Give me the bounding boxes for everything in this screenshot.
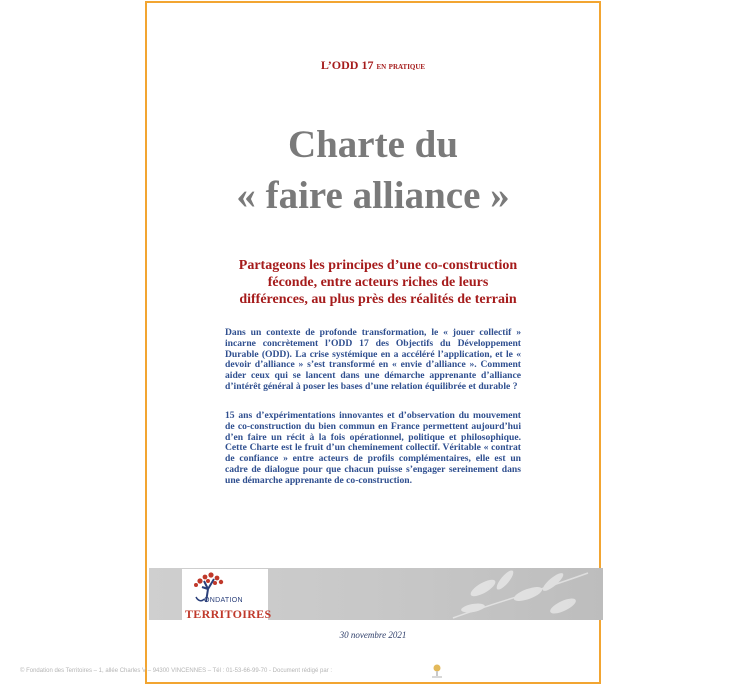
title-line-1: Charte du — [287, 123, 459, 166]
footer-text: © Fondation des Territoires – 1, allée Charles V – 94300 VINCENNES – Tél : 01-53-66-99-70 - Document rédigé par : — [20, 668, 333, 674]
subtitle-line-2: féconde, entre acteurs riches de leurs — [267, 275, 489, 290]
subtitle-line-3: différences, au plus près des réalités de terrain — [239, 292, 517, 307]
document-title — [147, 119, 599, 221]
kicker-small: en pratique — [376, 61, 426, 72]
fondation-territoires-logo — [182, 569, 272, 623]
author-logo-icon — [430, 663, 444, 679]
body-paragraph-2: 15 ans d’expérimentations innovantes et d’observation du mouvement de co-construction du bien commun en France permettent aujourd’hui d’en faire un récit à la fois opérationnel, politique et philosophique. Cette Charte est le fruit d’un cheminement collectif. Véritable « contrat de confiance » entre acteurs de profils complémentaires, elle est un cadre de dialogue pour que chacun puisse s’engager sereinement dans une démarche apprenante de co-construction. — [225, 410, 521, 486]
document-subtitle — [207, 257, 549, 308]
title-line-2: « faire alliance » — [236, 174, 510, 217]
leaf-watermark-icon — [443, 568, 593, 620]
subtitle-line-1: Partageons les principes d’une co-construction — [238, 258, 518, 273]
document-date: 30 novembre 2021 — [339, 630, 407, 640]
body-paragraph-1: Dans un contexte de profonde transformation, le « jouer collectif » incarne concrètement l’ODD 17 des Objectifs du Développement Durable (ODD). La crise systémique en a accéléré l’application, et le « devoir d’alliance » s’est transformé en « envie d’alliance ». Comment aider ceux qui se lancent dans une démarche apprenante d’alliance d’intérêt général à poser les bases d’une relation équilibrée et durable ? — [225, 327, 521, 392]
logo-text-territoires: TERRITOIRES — [185, 607, 272, 621]
logo-text-fondation: ONDATION — [204, 597, 243, 604]
kicker-label — [147, 58, 599, 73]
kicker-main: L’ODD 17 — [320, 58, 377, 72]
document-page — [145, 1, 601, 684]
